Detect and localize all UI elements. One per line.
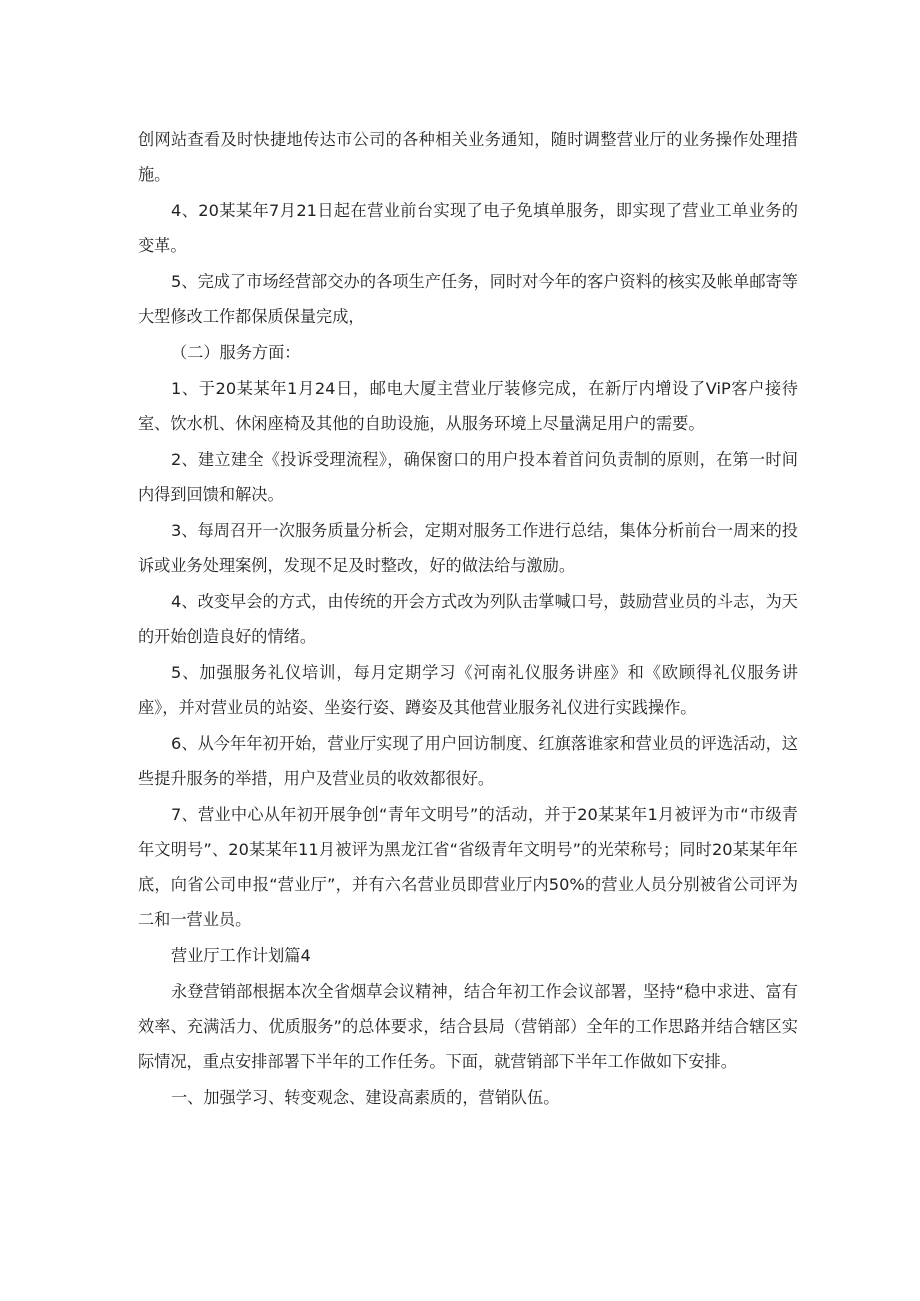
paragraph-service-3: 3、每周召开一次服务质量分析会，定期对服务工作进行总结，集体分析前台一周来的投诉或业务处理案例，发现不足及时整改，好的做法给与激励。 [138,521,798,575]
paragraph-plan-intro: 永登营销部根据本次全省烟草会议精神，结合年初工作会议部署，坚持“稳中求进、富有效率、充满活力、优质服务”的总体要求，结合县局（营销部）全年的工作思路并结合辖区实际情况，重点安排部署下半年的工作任务。下面，就营销部下半年工作做如下安排。 [138,982,798,1071]
document-body [138,122,798,1116]
paragraph-service-5: 5、加强服务礼仪培训，每月定期学习《河南礼仪服务讲座》和《欧顾得礼仪服务讲座》，并对营业员的站姿、坐姿行姿、蹲姿及其他营业服务礼仪进行实践操作。 [138,663,798,717]
paragraph-continuation: 创网站查看及时快捷地传达市公司的各种相关业务通知，随时调整营业厅的业务操作处理措施。 [138,130,798,184]
paragraph-service-6: 6、从今年年初开始，营业厅实现了用户回访制度、红旗落谁家和营业员的评选活动，这些提升服务的举措，用户及营业员的收效都很好。 [138,734,798,788]
paragraph-plan-item-1: 一、加强学习、转变观念、建设高素质的，营销队伍。 [171,1088,560,1107]
paragraph-service-1: 1、于20某某年1月24日，邮电大厦主营业厅装修完成，在新厅内增设了ViP客户接待室、饮水机、休闲座椅及其他的自助设施，从服务环境上尽量满足用户的需要。 [138,379,798,433]
paragraph-item-5: 5、完成了市场经营部交办的各项生产任务，同时对今年的客户资料的核实及帐单邮寄等大型修改工作都保质保量完成， [138,272,798,326]
paragraph-service-7: 7、营业中心从年初开展争创“青年文明号”的活动，并于20某某年1月被评为市“市级青年文明号”、20某某年11月被评为黑龙江省“省级青年文明号”的光荣称号；同时20某某年年底，向省公司申报“营业厅”，并有六名营业员即营业厅内50%的营业人员分别被省公司评为二和一营业员。 [138,805,798,929]
section-heading-service: （二）服务方面： [171,343,301,362]
section-heading-plan-4: 营业厅工作计划篇4 [171,946,311,965]
paragraph-item-4: 4、20某某年7月21日起在营业前台实现了电子免填单服务，即实现了营业工单业务的变革。 [138,201,798,255]
paragraph-service-4: 4、改变早会的方式，由传统的开会方式改为列队击掌喊口号，鼓励营业员的斗志，为天的开始创造良好的情绪。 [138,592,798,646]
paragraph-service-2: 2、建立建全《投诉受理流程》，确保窗口的用户投本着首问负责制的原则，在第一时间内得到回馈和解决。 [138,450,798,504]
